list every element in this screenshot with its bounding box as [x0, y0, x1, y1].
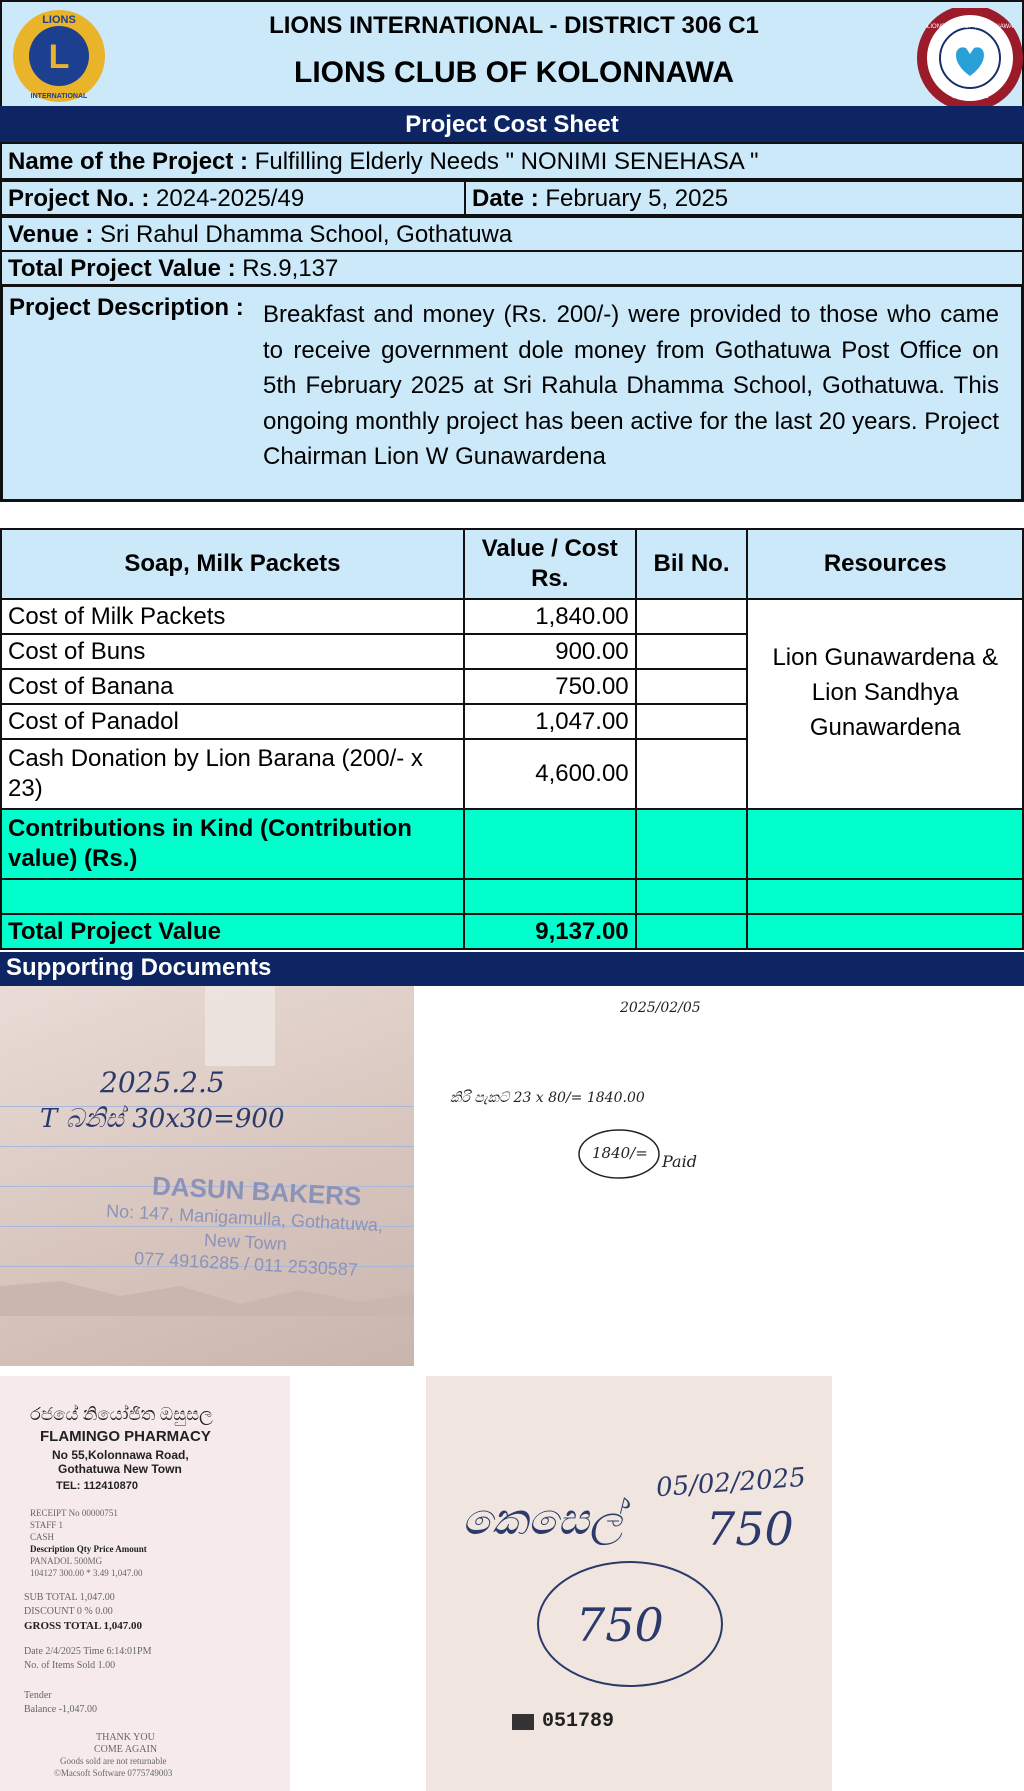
bakery-shop-name: DASUN BAKERS	[151, 1170, 363, 1212]
club-heading: LIONS CLUB OF KOLONNAWA	[294, 56, 734, 89]
pharmacy-subtotal: SUB TOTAL 1,047.00	[24, 1592, 115, 1603]
pharmacy-tender: Tender	[24, 1690, 52, 1701]
header-items: Soap, Milk Packets	[1, 529, 464, 599]
bakery-receipt-photo	[0, 986, 414, 1366]
banana-circled-amount: 750	[576, 1598, 664, 1652]
contributions-label: Contributions in Kind (Contribution value) (Rs.)	[1, 809, 464, 879]
pharmacy-address-1: No 55,Kolonnawa Road,	[52, 1448, 189, 1462]
bakery-address-1: No: 147, Manigamulla, Gothatuwa,	[105, 1200, 384, 1236]
item-cell: Cash Donation by Lion Barana (200/- x 23)	[1, 739, 464, 809]
venue-value: Sri Rahul Dhamma School, Gothatuwa	[100, 221, 513, 248]
bill-cell	[636, 739, 748, 809]
blank-row	[1, 879, 1023, 914]
pharmacy-tel: 112410870	[83, 1480, 138, 1492]
bill-cell	[636, 669, 748, 704]
item-cell: Cost of Milk Packets	[1, 599, 464, 634]
milk-paid: Paid	[662, 1152, 697, 1171]
project-date-value: February 5, 2025	[545, 185, 729, 212]
supporting-documents-heading: Supporting Documents	[0, 952, 1024, 986]
banana-serial: 051789	[542, 1710, 615, 1733]
description-label: Project Description :	[9, 294, 244, 321]
table-row	[1, 599, 1023, 634]
club-logo-motto: WE SERVE	[951, 93, 989, 100]
banana-date: 05/02/2025	[655, 1462, 807, 1504]
milk-circled-amount: 1840/=	[592, 1144, 648, 1162]
pharmacy-name: FLAMINGO PHARMACY	[40, 1428, 211, 1445]
bakery-address-2: New Town	[203, 1229, 288, 1255]
project-number-row	[0, 180, 466, 216]
table-header-row	[1, 529, 1023, 599]
pharmacy-thanks: THANK YOU	[96, 1732, 155, 1743]
description-text: Breakfast and money (Rs. 200/-) were provided to those who came to receive government dole money from Gothatuwa Post Office on 5th February 2025 at Sri Rahula Dhamma School, Gothatuwa. This ongoing monthly project has been active for the last 20 years. Project Chairman Lion W Gunawardena	[263, 301, 999, 470]
bakery-line: T බනිස් 30x30=900	[40, 1104, 285, 1134]
bill-cell	[636, 704, 748, 739]
bakery-date: 2025.2.5	[100, 1066, 225, 1099]
pharmacy-date-line: Date 2/4/2025 Time 6:14:01PM	[24, 1646, 152, 1657]
total-row	[1, 914, 1023, 949]
lions-logo-top-text: LIONS	[42, 14, 76, 26]
value-cell: 750.00	[464, 669, 636, 704]
pharmacy-item-line: 104127 300.00 * 3.49 1,047.00	[30, 1568, 143, 1578]
project-number-label: Project No. :	[8, 185, 150, 212]
header-bill-no: Bil No.	[636, 529, 748, 599]
milk-receipt-photo	[414, 986, 852, 1252]
pharmacy-tel-label: TEL:	[56, 1480, 81, 1492]
pharmacy-address-2: Gothatuwa New Town	[58, 1462, 182, 1476]
project-date-label: Date :	[472, 185, 539, 212]
sheet-title: Project Cost Sheet	[0, 106, 1024, 142]
pharmacy-item: PANADOL 500MG	[30, 1556, 103, 1566]
header-value: Value / Cost Rs.	[464, 529, 636, 599]
club-logo-text: LIONS CLUB OF KOLONNAWA	[927, 24, 1013, 30]
banana-receipt-photo	[426, 1376, 832, 1791]
milk-date: 2025/02/05	[620, 1000, 701, 1016]
item-cell: Cost of Buns	[1, 634, 464, 669]
district-heading: LIONS INTERNATIONAL - DISTRICT 306 C1	[269, 12, 759, 39]
pharmacy-come-again: COME AGAIN	[94, 1744, 158, 1755]
total-value: 9,137.00	[464, 914, 636, 949]
project-date-row	[464, 180, 1024, 216]
bill-cell	[636, 634, 748, 669]
milk-line: කිරි පැකට් 23 x 80/= 1840.00	[450, 1090, 645, 1106]
project-number-value: 2024-2025/49	[156, 185, 305, 212]
cost-table	[0, 528, 1024, 950]
total-value-row	[0, 250, 1024, 286]
item-cell: Cost of Banana	[1, 669, 464, 704]
pharmacy-items-sold: No. of Items Sold 1.00	[24, 1660, 116, 1671]
value-cell: 4,600.00	[464, 739, 636, 809]
total-label: Total Project Value	[1, 914, 464, 949]
pharmacy-note: Goods sold are not returnable	[60, 1756, 167, 1766]
description-row	[0, 284, 1024, 502]
pharmacy-receipt-no: RECEIPT No 00000751	[30, 1508, 118, 1518]
project-name-row	[0, 142, 1024, 180]
lions-logo-letter: L	[48, 38, 70, 76]
header-resources: Resources	[747, 529, 1023, 599]
torn-edge	[0, 1276, 414, 1316]
bill-cell	[636, 599, 748, 634]
value-cell: 1,840.00	[464, 599, 636, 634]
club-kolonnawa-logo	[914, 8, 1024, 108]
item-cell: Cost of Panadol	[1, 704, 464, 739]
pharmacy-gross-total: GROSS TOTAL 1,047.00	[24, 1620, 142, 1632]
pharmacy-cash: CASH	[30, 1532, 55, 1542]
total-value-label: Total Project Value :	[8, 255, 236, 282]
pharmacy-receipt-photo	[0, 1376, 290, 1791]
contributions-value	[464, 809, 636, 879]
pharmacy-sinhala-title: රජයේ නියෝජිත ඔසුසල	[30, 1404, 213, 1424]
venue-row	[0, 216, 1024, 252]
document-header	[0, 0, 1024, 106]
contributions-bill	[636, 809, 748, 879]
pharmacy-staff: STAFF 1	[30, 1520, 64, 1530]
serial-marker	[512, 1714, 534, 1730]
pharmacy-balance: Balance -1,047.00	[24, 1704, 98, 1715]
total-value-value: Rs.9,137	[242, 255, 339, 282]
contributions-row	[1, 809, 1023, 879]
project-name-value: Fulfilling Elderly Needs " NONIMI SENEHASA "	[254, 148, 759, 175]
lions-logo-bottom-text: INTERNATIONAL	[30, 93, 88, 100]
project-name-label: Name of the Project :	[8, 148, 249, 175]
banana-amount: 750	[706, 1502, 794, 1556]
venue-label: Venue :	[8, 221, 94, 248]
value-cell: 900.00	[464, 634, 636, 669]
resources-cell: Lion Gunawardena & Lion Sandhya Gunawardena	[747, 599, 1023, 809]
pharmacy-software: ©Macsoft Software 0775749003	[54, 1768, 173, 1778]
contributions-resources	[747, 809, 1023, 879]
pharmacy-columns: Description Qty Price Amount	[30, 1544, 147, 1554]
banana-word: කෙසෙල්	[462, 1494, 623, 1545]
bakery-phone: 077 4916285 / 011 2530587	[133, 1248, 359, 1280]
pharmacy-discount: DISCOUNT 0 % 0.00	[24, 1606, 113, 1617]
value-cell: 1,047.00	[464, 704, 636, 739]
